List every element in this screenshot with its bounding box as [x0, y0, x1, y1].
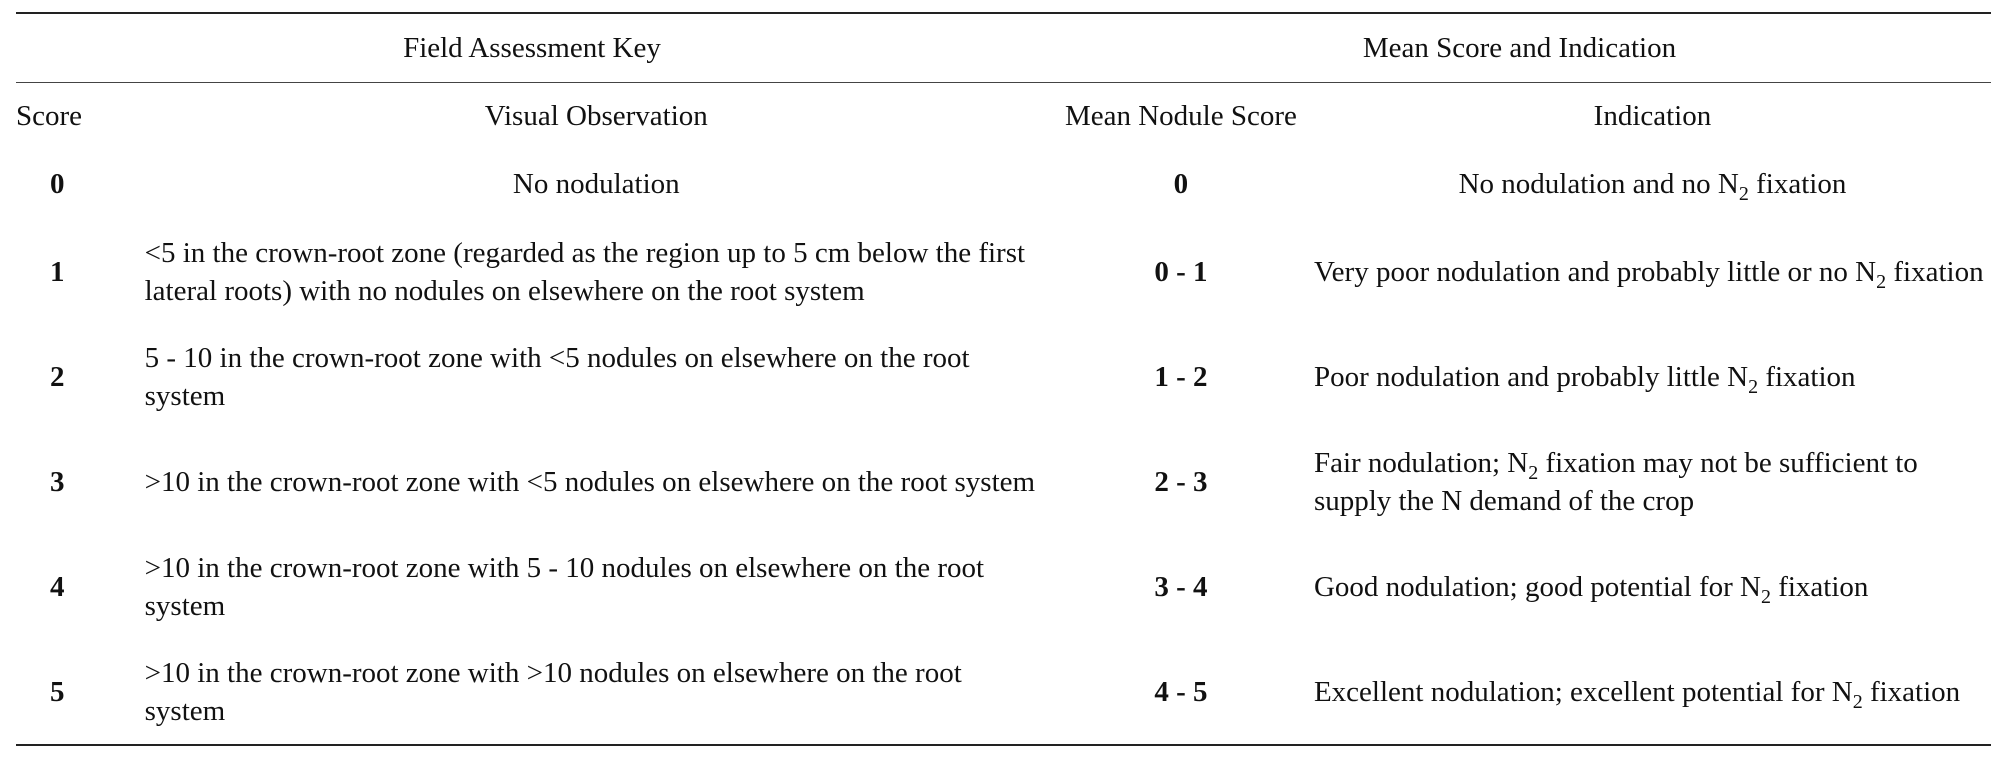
- indication-text-continued: fixation: [1748, 168, 1847, 200]
- table-row: [16, 429, 1991, 534]
- indication-text: Very poor nodulation and probably little or no N: [1313, 255, 1877, 288]
- score-cell: 5: [16, 639, 145, 745]
- observation-cell: >10 in the crown-root zone with >10 nodules on elsewhere on the root system: [145, 639, 1048, 745]
- indication-text: No nodulation and no N: [1458, 168, 1739, 200]
- mean-score-cell: 4 - 5: [1048, 639, 1314, 745]
- indication-cell: [1314, 219, 1991, 324]
- nodulation-assessment-table: [16, 12, 1991, 746]
- observation-cell: 5 - 10 in the crown-root zone with <5 nodules on elsewhere on the root system: [144, 341, 970, 412]
- score-cell: 2: [50, 360, 65, 393]
- mean-nodule-score-column-header: Mean Nodule Score: [1064, 100, 1297, 132]
- mean-score-cell: 3 - 4: [1154, 570, 1208, 603]
- score-column-header: Score: [16, 100, 83, 132]
- indication-cell: [1314, 429, 1991, 534]
- score-cell: 3: [50, 465, 65, 498]
- mean-score-cell: 1 - 2: [1154, 360, 1208, 393]
- subscript: 2: [1528, 461, 1539, 484]
- nodulation-table-container: [16, 12, 1991, 746]
- indication-text-continued: fixation: [1886, 255, 1984, 288]
- score-cell: 0: [50, 168, 65, 200]
- indication-text: Fair nodulation; N: [1313, 446, 1529, 479]
- field-assessment-key-header: Field Assessment Key: [16, 13, 1048, 83]
- visual-observation-column-header: Visual Observation: [484, 100, 708, 132]
- table-row: [16, 534, 1991, 639]
- score-cell: 4: [50, 570, 65, 603]
- indication-text-continued: fixation: [1862, 675, 1961, 708]
- indication-text-continued: fixation: [1770, 570, 1869, 603]
- subscript: 2: [1876, 270, 1887, 293]
- subscript: 2: [1738, 182, 1749, 205]
- group-header-row: [16, 13, 1991, 83]
- indication-text-continued: fixation may not be sufficient to supply the N demand of the crop: [1313, 446, 1926, 517]
- table-row: [16, 219, 1991, 324]
- indication-text: Excellent nodulation; excellent potential for N: [1313, 675, 1853, 708]
- observation-cell: >10 in the crown-root zone with <5 nodules on elsewhere on the root system: [144, 465, 1036, 498]
- score-cell: 1: [50, 255, 65, 288]
- table-row: [16, 149, 1991, 219]
- indication-text: Good nodulation; good potential for N: [1313, 570, 1761, 603]
- mean-score-cell: 0 - 1: [1154, 255, 1208, 288]
- mean-score-cell: 2 - 3: [1154, 465, 1208, 498]
- indication-text: Poor nodulation and probably little N: [1313, 360, 1749, 393]
- observation-cell: <5 in the crown-root zone (regarded as the region up to 5 cm below the first lateral roots) with no nodules on elsewhere on the root system: [144, 236, 1026, 307]
- table-row: [16, 639, 1991, 745]
- mean-score-cell: 0: [1173, 168, 1189, 200]
- mean-score-indication-header: Mean Score and Indication: [1048, 13, 1991, 83]
- table-row: [16, 324, 1991, 429]
- observation-cell: >10 in the crown-root zone with 5 - 10 nodules on elsewhere on the root system: [144, 551, 985, 622]
- indication-text-continued: fixation: [1758, 360, 1856, 393]
- indication-cell: [1314, 149, 1991, 219]
- indication-cell: [1314, 324, 1991, 429]
- subscript: 2: [1852, 690, 1863, 713]
- indication-column-header: Indication: [1593, 100, 1712, 132]
- indication-cell: [1314, 534, 1991, 639]
- column-header-row: [16, 83, 1991, 150]
- observation-cell: No nodulation: [512, 168, 680, 200]
- subscript: 2: [1748, 375, 1759, 398]
- indication-cell: [1314, 639, 1991, 745]
- subscript: 2: [1760, 585, 1771, 608]
